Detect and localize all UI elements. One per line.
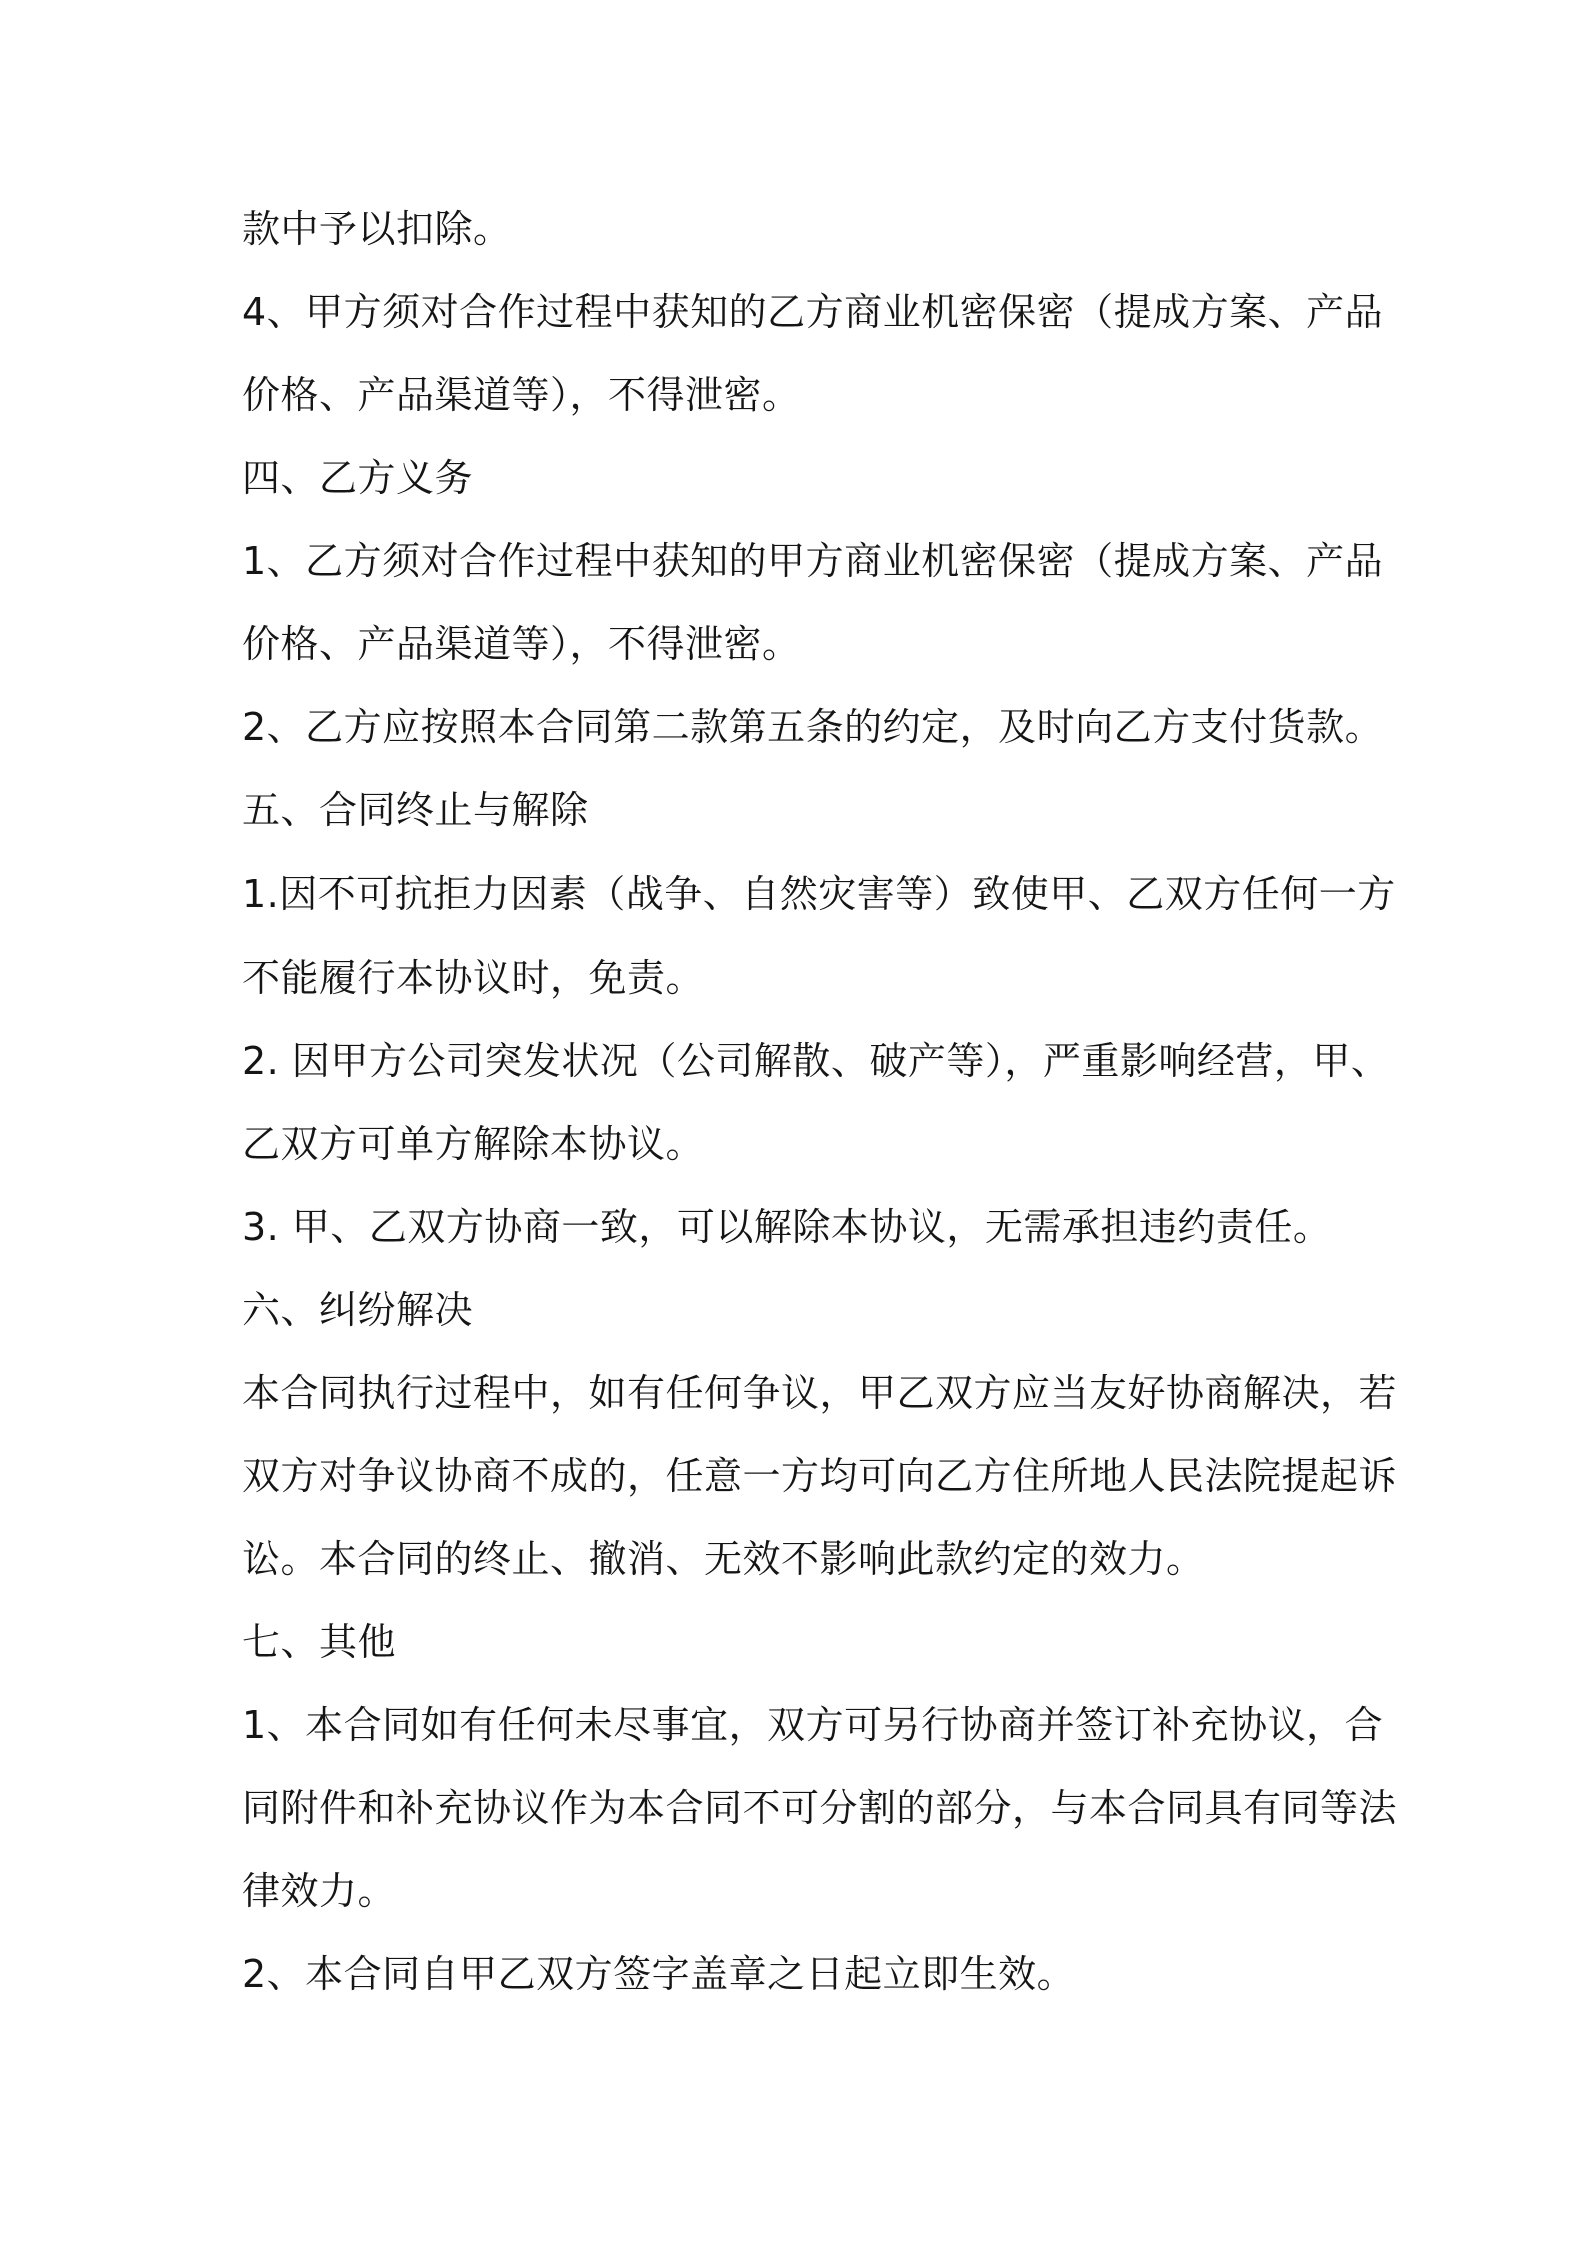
- paragraph-line: 律效力。: [242, 1869, 397, 1913]
- section-heading: 七、其他: [242, 1620, 397, 1664]
- section-heading: 四、乙方义务: [242, 456, 474, 500]
- paragraph-line: 价格、产品渠道等），不得泄密。: [242, 622, 801, 666]
- paragraph-line: 不能履行本协议时，免责。: [242, 956, 705, 1000]
- paragraph-line: 双方对争议协商不成的，任意一方均可向乙方住所地人民法院提起诉: [242, 1454, 1398, 1498]
- paragraph-line: 2. 因甲方公司突发状况（公司解散、破产等），严重影响经营，甲、: [242, 1039, 1390, 1083]
- paragraph-line: 款中予以扣除。: [242, 207, 512, 251]
- paragraph-line: 乙双方可单方解除本协议。: [242, 1122, 705, 1166]
- paragraph-line: 4、甲方须对合作过程中获知的乙方商业机密保密（提成方案、产品: [242, 290, 1384, 334]
- paragraph-line: 讼。本合同的终止、撤消、无效不影响此款约定的效力。: [242, 1537, 1205, 1581]
- paragraph-line: 同附件和补充协议作为本合同不可分割的部分，与本合同具有同等法: [242, 1786, 1398, 1830]
- paragraph-line: 1.因不可抗拒力因素（战争、自然灾害等）致使甲、乙双方任何一方: [242, 872, 1396, 916]
- paragraph-line: 2、本合同自甲乙双方签字盖章之日起立即生效。: [242, 1952, 1076, 1996]
- paragraph-line: 本合同执行过程中，如有任何争议，甲乙双方应当友好协商解决，若: [242, 1371, 1398, 1415]
- paragraph-line: 价格、产品渠道等），不得泄密。: [242, 373, 801, 417]
- section-heading: 六、纠纷解决: [242, 1288, 474, 1332]
- paragraph-line: 1、本合同如有任何未尽事宜，双方可另行协商并签订补充协议，合: [242, 1703, 1384, 1747]
- paragraph-line: 1、乙方须对合作过程中获知的甲方商业机密保密（提成方案、产品: [242, 539, 1384, 583]
- section-heading: 五、合同终止与解除: [242, 788, 589, 832]
- paragraph-line: 3. 甲、乙双方协商一致，可以解除本协议，无需承担违约责任。: [242, 1205, 1332, 1249]
- paragraph-line: 2、乙方应按照本合同第二款第五条的约定，及时向乙方支付货款。: [242, 705, 1384, 749]
